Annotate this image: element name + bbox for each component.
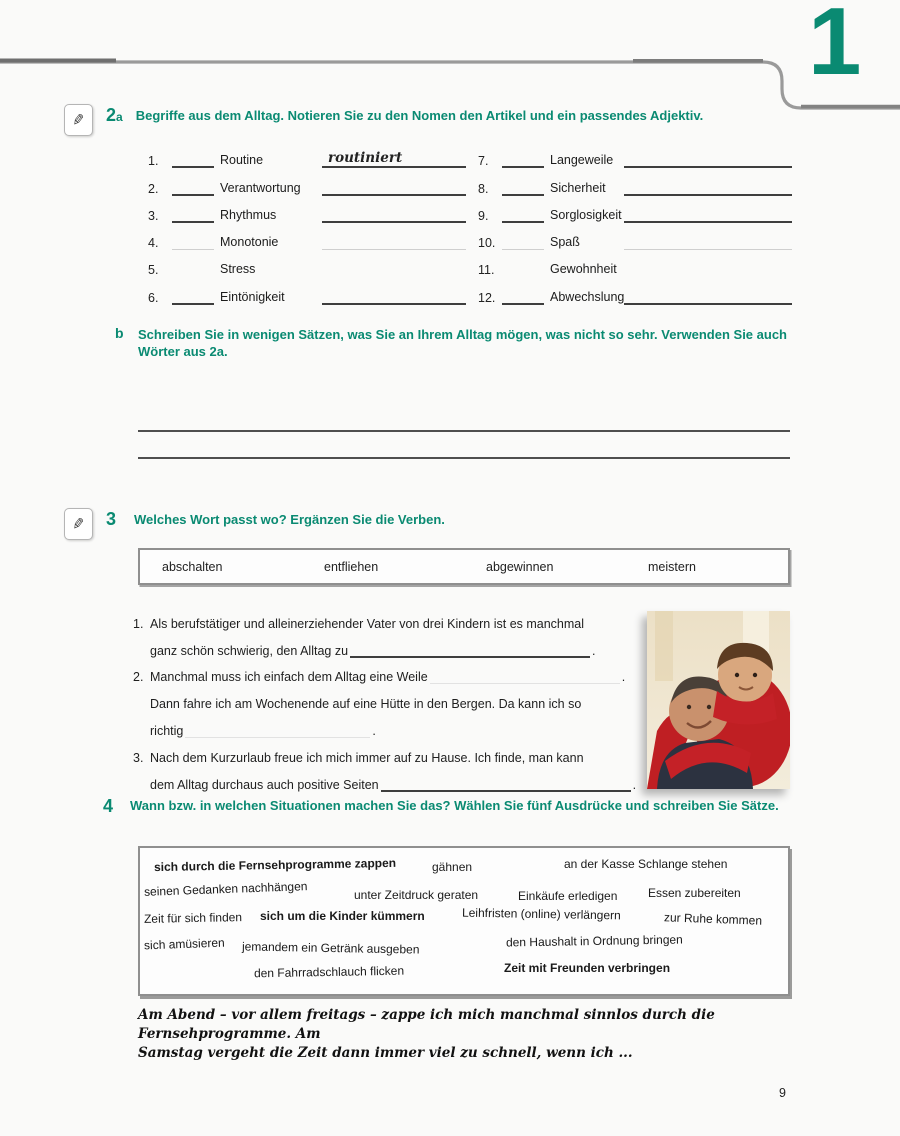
word-bank-item: abschalten [162, 559, 223, 574]
phrase-bank-item: Zeit mit Freunden verbringen [504, 961, 671, 975]
pencil-icon: ✎ [64, 104, 93, 136]
article-blank[interactable] [502, 262, 544, 277]
fill-in-blank[interactable] [430, 669, 620, 684]
sentence-text: richtig [150, 723, 184, 738]
adjective-blank[interactable] [322, 177, 466, 196]
noun-row [478, 168, 792, 195]
item-number: 1. [148, 154, 159, 169]
chapter-number: 1 [808, 0, 858, 95]
sentence-line [133, 604, 645, 631]
word-bank-item: entfliehen [324, 559, 379, 574]
exercise-title: Wann bzw. in welchen Situationen machen Sie das? Wählen Sie fünf Ausdrücke und schreiben Sie Sätze. [130, 798, 779, 813]
phrase-bank-item: unter Zeitdruck geraten [354, 888, 479, 902]
sentence-line [133, 658, 645, 685]
phrase-bank-item: Leihfristen (online) verlängern [461, 905, 621, 923]
phrase-bank-item: zur Ruhe kommen [663, 910, 763, 928]
phrase-bank-item: sich um die Kinder kümmern [260, 909, 425, 923]
list-column-right [478, 141, 792, 305]
page-number: 9 [779, 1086, 786, 1100]
item-number: 6. [148, 290, 159, 305]
exercise-2b-label: b [115, 325, 124, 341]
fill-in-blank[interactable] [185, 723, 370, 738]
phrase-bank-item: sich durch die Fernsehprogramme zappen [153, 855, 397, 875]
phrase-bank-box [138, 846, 790, 996]
sentence-text: ganz schön schwierig, den Alltag zu [150, 643, 349, 658]
item-number: 8. [478, 181, 489, 196]
noun-label: Gewohnheit [550, 262, 617, 277]
article-blank[interactable] [502, 151, 544, 168]
article-blank[interactable] [502, 234, 544, 250]
noun-label: Eintönigkeit [220, 289, 285, 304]
adjective-blank[interactable] [624, 232, 792, 250]
exercise-title: Begriffe aus dem Alltag. Notieren Sie zu den Nomen den Artikel und ein passendes Adjektiv. [135, 108, 704, 123]
item-number: 3. [133, 750, 144, 765]
phrase-bank-item: Zeit für sich finden [143, 910, 243, 926]
article-blank[interactable] [172, 206, 214, 223]
sentence-text: . [372, 723, 376, 738]
noun-row [148, 250, 466, 277]
noun-row [148, 168, 466, 195]
noun-label: Langeweile [550, 153, 614, 168]
noun-label: Stress [220, 262, 256, 277]
fill-in-blank[interactable] [350, 642, 590, 658]
fill-in-sentences [133, 604, 645, 792]
exercise-2a-header [64, 104, 791, 136]
sentence-text: . [592, 643, 596, 658]
article-blank[interactable] [172, 151, 214, 168]
item-number: 7. [478, 154, 489, 169]
sentence-text: Manchmal muss ich einfach dem Alltag eine Weile [150, 670, 428, 685]
sentence-text: . [632, 777, 637, 792]
noun-row [478, 196, 792, 223]
noun-row [148, 223, 466, 250]
phrase-bank-item: jemandem ein Getränk ausgeben [241, 939, 420, 957]
handwritten-example: Am Abend – vor allem freitags – zappe ich mich manchmal sinnlos durch die Fernsehprogramme. Am Samstag vergeht die Zeit dann immer viel zu schnell, wenn ich ... [138, 1007, 715, 1061]
noun-label: Abwechslung [550, 289, 625, 304]
phrase-bank-item: gähnen [432, 860, 473, 874]
noun-label: Sorglosigkeit [550, 207, 622, 222]
handwritten-answer: routiniert [328, 150, 403, 167]
phrase-bank-item: sich amüsieren [143, 935, 225, 953]
phrase-bank-item: an der Kasse Schlange stehen [564, 857, 728, 871]
adjective-blank[interactable] [624, 204, 792, 223]
word-bank-item: meistern [648, 559, 696, 574]
adjective-blank[interactable] [624, 286, 792, 305]
exercise-number: 3 [106, 509, 117, 529]
exercise-3-header [64, 508, 774, 540]
adjective-blank[interactable] [322, 286, 466, 305]
item-number: 2. [133, 670, 144, 685]
noun-row [478, 223, 792, 250]
noun-label: Routine [220, 153, 264, 168]
adjective-blank[interactable] [322, 204, 466, 223]
exercise-4-header [103, 795, 790, 815]
item-number: 2. [148, 181, 159, 196]
noun-row [478, 141, 792, 168]
article-blank[interactable] [502, 206, 544, 223]
noun-label: Spaß [550, 235, 580, 250]
phrase-bank-item: seinen Gedanken nachhängen [143, 879, 308, 899]
noun-row [148, 141, 466, 168]
article-blank[interactable] [172, 179, 214, 196]
sentence-text: Dann fahre ich am Wochenende auf eine Hütte in den Bergen. Da kann ich so [150, 697, 582, 712]
noun-row [478, 277, 792, 304]
noun-label: Monotonie [220, 235, 279, 250]
noun-row [148, 196, 466, 223]
item-number: 11. [478, 263, 495, 278]
adjective-blank[interactable] [624, 177, 792, 196]
sentence-text: Als berufstätiger und alleinerziehender Vater von drei Kindern ist es manchmal [150, 616, 585, 631]
sentence-line [133, 684, 645, 711]
item-number: 5. [148, 263, 159, 278]
noun-row [478, 250, 792, 277]
sentence-line [133, 738, 645, 765]
writing-line[interactable] [138, 430, 790, 432]
noun-row [148, 277, 466, 304]
exercise-title: Welches Wort passt wo? Ergänzen Sie die Verben. [134, 512, 445, 527]
noun-label: Rhythmus [220, 207, 277, 222]
adjective-blank[interactable] [624, 260, 792, 277]
father-and-son-photo [647, 611, 790, 789]
exercise-2b-title: Schreiben Sie in wenigen Sätzen, was Sie an Ihrem Alltag mögen, was nicht so sehr. Verwenden Sie auch Wörter aus 2a. [138, 327, 787, 359]
noun-label: Sicherheit [550, 180, 606, 195]
sentence-text: Nach dem Kurzurlaub freue ich mich immer auf zu Hause. Ich finde, man kann [150, 750, 584, 765]
exercise-number: 2a [106, 105, 123, 125]
phrase-bank-item: Einkäufe erledigen [518, 889, 618, 903]
adjective-blank[interactable] [624, 149, 792, 168]
exercise-number: 4 [103, 796, 114, 816]
fill-in-blank[interactable] [381, 776, 631, 792]
noun-adjective-list [148, 141, 792, 305]
item-number: 9. [478, 208, 489, 223]
writing-line[interactable] [138, 457, 790, 459]
noun-label: Verantwortung [220, 180, 301, 195]
sentence-line [133, 711, 645, 738]
item-number: 3. [148, 208, 159, 223]
article-blank[interactable] [172, 234, 214, 250]
item-number: 1. [133, 616, 144, 631]
adjective-blank[interactable] [322, 260, 466, 277]
article-blank[interactable] [502, 179, 544, 196]
phrase-bank-item: Essen zubereiten [648, 886, 741, 900]
sentence-text: dem Alltag durchaus auch positive Seiten [150, 777, 379, 792]
article-blank[interactable] [172, 262, 214, 277]
word-bank-box [138, 548, 790, 585]
word-bank-item: abgewinnen [486, 559, 554, 574]
sentence-text: . [621, 670, 626, 685]
item-number: 4. [148, 236, 159, 251]
adjective-blank[interactable] [322, 232, 466, 250]
item-number: 12. [478, 290, 496, 305]
pencil-icon: ✎ [64, 508, 93, 540]
sentence-line [133, 765, 645, 792]
item-number: 10. [478, 236, 496, 251]
article-blank[interactable] [502, 288, 544, 305]
article-blank[interactable] [172, 288, 214, 305]
list-column-left [148, 141, 466, 305]
adjective-blank[interactable] [322, 149, 466, 168]
phrase-bank-item: den Haushalt in Ordnung bringen [505, 932, 683, 950]
sentence-line [133, 631, 645, 658]
phrase-bank-item: den Fahrradschlauch flicken [253, 963, 405, 981]
